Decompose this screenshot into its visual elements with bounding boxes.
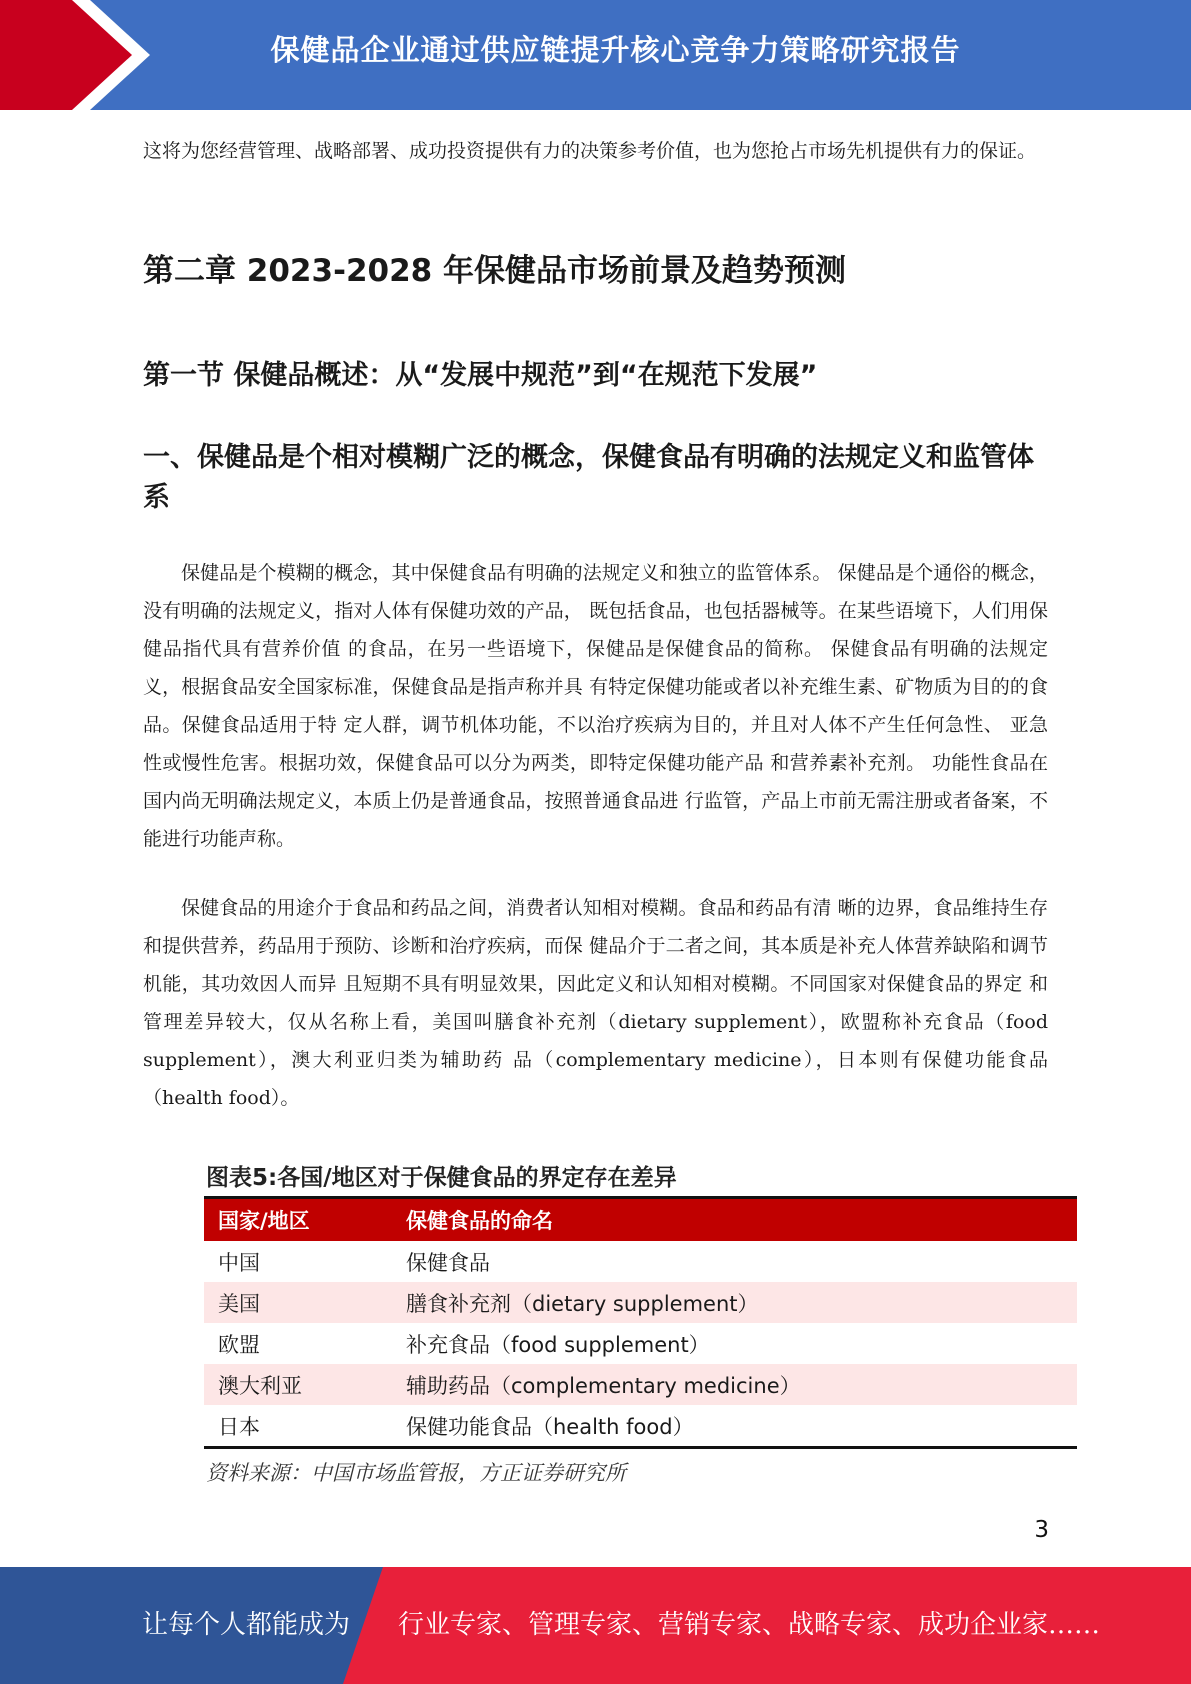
page-header [0, 0, 1191, 110]
table-cell-region: 美国 [218, 1291, 260, 1316]
table-row [204, 1364, 1077, 1405]
page-number: 3 [1034, 1517, 1049, 1543]
footer-slogan-left: 让每个人都能成为 [142, 1610, 351, 1640]
table-cell-name: 膳食补充剂（dietary supplement） [406, 1291, 759, 1316]
table-row [204, 1282, 1077, 1323]
table-header-row [204, 1198, 1077, 1242]
body-paragraph-2: 保健食品的用途介于食品和药品之间，消费者认知相对模糊。食品和药品有清 晰的边界，食品维持生存和提供营养，药品用于预防、诊断和治疗疾病，而保 健品介于二者之间，其本质是补充人体营养缺陷和调节机能，其功效因人而异 且短期不具有明显效果，因此定义和认知相对模糊。不同国家对保健食品的界定 和管理差异较大，仅从名称上看，美国叫膳食补充剂（dietary supplement），欧盟称补充食品（food supplement），澳大利亚归类为辅助药 品（complementary medicine），日本则有保健功能食品（health food）。 [143, 897, 1048, 1109]
section-heading: 第一节 保健品概述：从“发展中规范”到“在规范下发展” [143, 360, 818, 391]
page-footer [0, 1567, 1191, 1684]
subsection-heading: 一、保健品是个相对模糊广泛的概念，保健食品有明确的法规定义和监管体系 [143, 442, 1034, 513]
table-source-note: 资料来源：中国市场监管报，方正证券研究所 [206, 1461, 626, 1485]
report-title: 保健品企业通过供应链提升核心竞争力策略研究报告 [270, 33, 961, 67]
table-cell-name: 辅助药品（complementary medicine） [406, 1373, 801, 1398]
table-cell-name: 保健功能食品（health food） [405, 1405, 1077, 1448]
intro-paragraph: 这将为您经营管理、战略部署、成功投资提供有力的决策参考价值，也为您抢占市场先机提供有力的保证。 [143, 140, 1037, 162]
table-cell-name: 补充食品（food supplement） [406, 1332, 710, 1357]
table-cell-region: 中国 [218, 1250, 260, 1275]
table-row [204, 1405, 1077, 1448]
body-paragraph-1: 保健品是个模糊的概念，其中保健食品有明确的法规定义和独立的监管体系。 保健品是个通俗的概念，没有明确的法规定义，指对人体有保健功效的产品， 既包括食品，也包括器械等。在某些语境下，人们用保健品指代具有营养价值 的食品，在另一些语境下，保健品是保健食品的简称。 保健食品有明确的法规定义，根据食品安全国家标准，保健食品是指声称并具 有特定保健功能或者以补充维生素、矿物质为目的的食品。保健食品适用于特 定人群，调节机体功能，不以治疗疾病为目的，并且对人体不产生任何急性、 亚急性或慢性危害。根据功效，保健食品可以分为两类，即特定保健功能产品 和营养素补充剂。 功能性食品在国内尚无明确法规定义，本质上仍是普通食品，按照普通食品进 行监管，产品上市前无需注册或者备案，不能进行功能声称。 [143, 562, 1048, 850]
table-cell-region: 日本 [204, 1405, 405, 1448]
table-row [204, 1241, 1077, 1282]
table-row [204, 1323, 1077, 1364]
table-header-region: 国家/地区 [204, 1198, 405, 1242]
definition-table [204, 1196, 1077, 1449]
table-cell-region: 澳大利亚 [218, 1373, 302, 1398]
table-header-name: 保健食品的命名 [405, 1198, 1077, 1242]
definition-table-figure [204, 1160, 1077, 1487]
footer-slogan-right: 行业专家、管理专家、营销专家、战略专家、成功企业家…… [398, 1610, 1101, 1640]
table-cell-name: 保健食品 [406, 1250, 490, 1275]
table-cell-region: 欧盟 [218, 1332, 260, 1357]
table-caption: 图表5:各国/地区对于保健食品的界定存在差异 [206, 1165, 677, 1191]
chapter-heading: 第二章 2023-2028 年保健品市场前景及趋势预测 [143, 253, 847, 289]
